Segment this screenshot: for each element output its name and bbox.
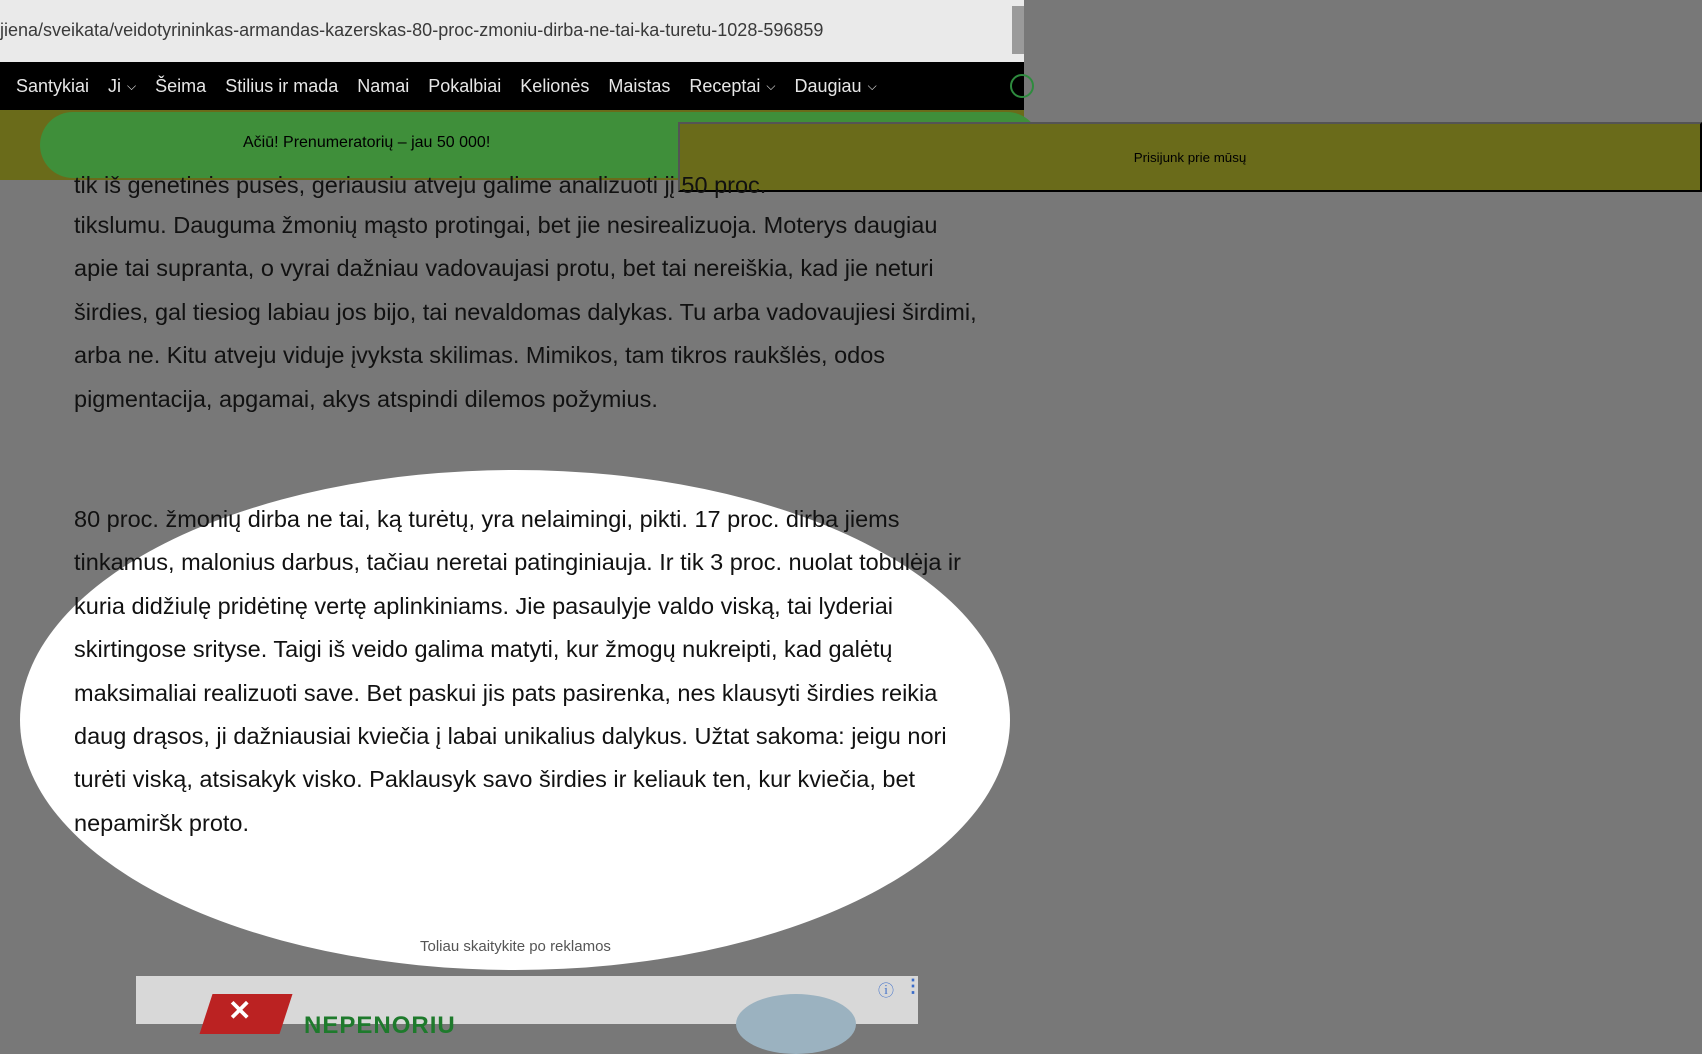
ad-logo-mark: ✕ — [228, 995, 252, 1026]
site-nav — [0, 62, 1024, 110]
nav-item-ji[interactable] — [108, 76, 136, 97]
cut-off-line — [74, 160, 986, 200]
article-paragraph-2 — [74, 498, 986, 845]
info-icon[interactable]: ⓘ — [878, 983, 895, 1000]
banner-message: Ačiū! Prenumeratorių – jau 50 000! — [243, 134, 491, 151]
nav-item-pokalbiai[interactable] — [428, 76, 501, 97]
nav-label: Daugiau — [794, 75, 862, 96]
partial-line: tik iš genetinės pusės, geriausiu atveju galime analizuoti jį 50 proc. — [74, 172, 767, 198]
ad-brand: NEPENORIU — [304, 1012, 456, 1039]
article-paragraph-1 — [74, 160, 986, 460]
nav-label: Šeima — [155, 75, 207, 96]
advertisement[interactable] — [136, 976, 922, 1039]
nav-item-santykiai[interactable] — [16, 76, 89, 97]
nav-item-stilius-ir-mada[interactable] — [225, 76, 338, 97]
nav-label: Kelionės — [520, 75, 590, 96]
chevron-down-icon: ⌵ — [127, 78, 137, 93]
ad-globe-image — [736, 994, 856, 1054]
nav-item-seima[interactable] — [155, 76, 206, 97]
paragraph-text: 80 proc. žmonių dirba ne tai, ką turėtų, yra nelaimingi, pikti. 17 proc. dirba jiems tinkamus, malonius darbus, tačiau neretai patinginiauja. Ir tik 3 proc. nuolat tobulėja ir kuria didžiulę pridėtinę vertę aplinkiniams. Jie pasaulyje valdo viską, tai lyderiai skirtingose srityse. Taigi iš veido galima matyti, kur žmogų nukreipti, kad galėtų maksimaliai realizuoti save. Bet paskui jis pats pasirenka, nes klausyti širdies reikia daug drąsos, ji dažniausiai kviečia į labai unikalius dalykus. Užtat sakoma: jeigu nori turėti viską, atsisakyk visko. Paklausyk savo širdies ir keliauk ten, kur kviečia, bet nepamiršk proto. — [74, 506, 961, 836]
nav-item-daugiau[interactable] — [795, 76, 877, 97]
browser-url-bar[interactable] — [0, 0, 1024, 63]
url-text[interactable]: jiena/sveikata/veidotyrininkas-armandas-kazerskas-80-proc-zmoniu-dirba-ne-tai-ka-turetu-1028-596859 — [0, 20, 824, 40]
search-icon[interactable] — [1010, 74, 1034, 98]
scrollbar-edge — [1012, 6, 1024, 54]
nav-label: Maistas — [608, 75, 671, 96]
nav-label: Ji — [108, 75, 122, 96]
nav-item-keliones[interactable] — [520, 76, 589, 97]
nav-item-namai[interactable] — [357, 76, 409, 97]
nav-label: Pokalbiai — [428, 75, 502, 96]
more-options-icon[interactable]: ⋮ — [904, 976, 922, 996]
chevron-down-icon: ⌵ — [766, 78, 776, 93]
chevron-down-icon: ⌵ — [867, 78, 877, 93]
paragraph-text: tikslumu. Dauguma žmonių mąsto protingai, bet jie nesirealizuoja. Moterys daugiau apie tai supranta, o vyrai dažniau vadovaujasi protu, bet tai nereiškia, kad jie neturi širdies, gal tiesiog labiau jos bijo, tai nevaldomas dalykas. Tu arba vadovaujiesi širdimi, arba ne. Kitu atveju viduje įvyksta skilimas. Mimikos, tam tikros raukšlės, odos pigmentacija, apgamai, akys atspindi dilemos požymius. — [74, 212, 977, 412]
nav-label: Stilius ir mada — [225, 75, 339, 96]
nav-label: Receptai — [689, 75, 761, 96]
nav-item-receptai[interactable] — [689, 76, 775, 97]
nav-label: Namai — [357, 75, 410, 96]
nav-label: Santykiai — [16, 75, 90, 96]
join-button[interactable]: Prisijunk prie mūsų — [678, 122, 1702, 192]
ad-notice: Toliau skaitykite po reklamos — [420, 938, 611, 955]
nav-item-maistas[interactable] — [608, 76, 670, 97]
